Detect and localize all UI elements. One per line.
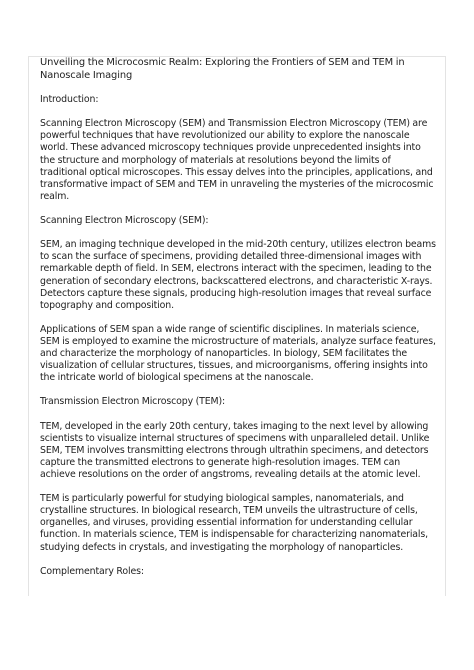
paragraph-sem-1: SEM, an imaging technique developed in the mid-20th century, utilizes electron beams to scan the surface of specimens, providing detailed three-dimensional images with remarkable depth of field. In SEM, electrons interact with the specimen, leading to the generation of secondary electrons, backscattered electrons, and characteristic X-rays. Detectors capture these signals, producing high-resolution images that reveal surface topography and composition. <box>40 239 436 311</box>
document-title: Unveiling the Microcosmic Realm: Exploring the Frontiers of SEM and TEM in Nanoscale Imaging <box>40 57 405 81</box>
paragraph-tem-1: TEM, developed in the early 20th century, takes imaging to the next level by allowing scientists to visualize internal structures of specimens with unparalleled detail. Unlike SEM, TEM involves transmitting electrons through ultrathin specimens, and detectors capture the transmitted electrons to generate high-resolution images. TEM can achieve resolutions on the order of angstroms, revealing details at the atomic level. <box>40 420 430 480</box>
section-heading-sem: Scanning Electron Microscopy (SEM): <box>40 215 209 227</box>
paragraph-sem-2: Applications of SEM span a wide range of scientific disciplines. In materials science, SEM is employed to examine the microstructure of materials, analyze surface features, and characterize the morphology of nanoparticles. In biology, SEM facilitates the visualization of cellular structures, tissues, and microorganisms, offering insights into the intricate world of biological specimens at the nanoscale. <box>40 323 436 384</box>
section-heading-complementary: Complementary Roles: <box>40 565 144 577</box>
document-body <box>40 57 438 590</box>
paragraph-introduction: Scanning Electron Microscopy (SEM) and Transmission Electron Microscopy (TEM) are powerful techniques that have revolutionized our ability to explore the nanoscale world. These advanced microscopy techniques provide unprecedented insights into the structure and morphology of materials at resolutions beyond the limits of traditional optical microscopes. This essay delves into the principles, applications, and transformative impact of SEM and TEM in unraveling the mysteries of the microcosmic realm. <box>40 118 434 202</box>
paragraph-tem-2: TEM is particularly powerful for studying biological samples, nanomaterials, and crystalline structures. In biological research, TEM unveils the ultrastructure of cells, organelles, and viruses, providing essential information for understanding cellular function. In materials science, TEM is indispensable for characterizing nanomaterials, studying defects in crystals, and investigating the morphology of nanoparticles. <box>40 493 429 553</box>
page-border-right <box>445 56 446 596</box>
section-heading-introduction: Introduction: <box>40 94 99 106</box>
section-heading-tem: Transmission Electron Microscopy (TEM): <box>40 396 226 408</box>
page-border-left <box>28 56 29 596</box>
